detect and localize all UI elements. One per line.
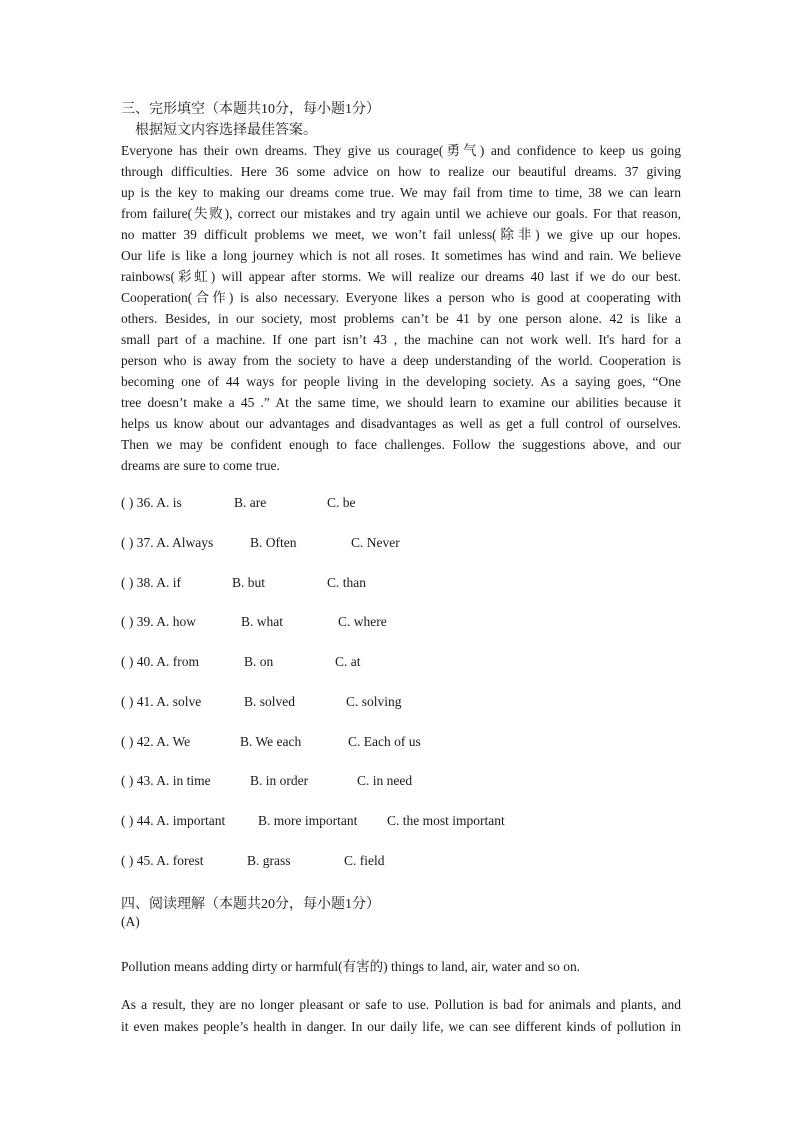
passage-line: no matter 39 difficult problems we meet, we won’t fail unless(除非) we give up our hopes. (121, 227, 681, 242)
question-stem: ( ) 37. A. Always (121, 535, 214, 550)
option-c: C. field (344, 853, 385, 868)
reading-paragraph-2 (121, 994, 681, 1038)
cloze-passage (121, 140, 681, 476)
option-b: B. We each (240, 734, 302, 749)
passage-line: tree doesn’t make a 45 .” At the same time, we should learn to examine our abilities because it (121, 395, 681, 410)
cloze-section-heading: 三、完形填空（本题共10分，每小题1分） (121, 102, 380, 117)
passage-line: others. Besides, in our society, most problems can’t be 41 by one person alone. 42 is like a (121, 311, 681, 326)
option-b: B. Often (250, 535, 297, 550)
option-b: B. but (232, 575, 266, 590)
passage-line: Everyone has their own dreams. They give us courage(勇气) and confidence to keep us going (121, 143, 681, 158)
question-stem: ( ) 42. A. We (121, 734, 191, 749)
option-c: C. Never (351, 535, 400, 550)
passage-line: dreams are sure to come true. (121, 458, 280, 473)
option-c: C. where (338, 614, 387, 629)
question-stem: ( ) 45. A. forest (121, 853, 204, 868)
passage-line: through difficulties. Here 36 some advice on how to realize our beautiful dreams. 37 giving (121, 164, 681, 179)
passage-line: person who is away from the society to have a deep understanding of the world. Cooperation is (121, 353, 681, 368)
paragraph-line: it even makes people’s health in danger. In our daily life, we can see different kinds of pollution in (121, 1019, 681, 1034)
passage-line: Our life is like a long journey which is not all roses. It sometimes has wind and rain. We believe (121, 248, 681, 263)
question-stem: ( ) 41. A. solve (121, 694, 202, 709)
question-stem: ( ) 40. A. from (121, 654, 199, 669)
paragraph-line: As a result, they are no longer pleasant or safe to use. Pollution is bad for animals and plants, and (121, 997, 681, 1012)
option-b: B. in order (250, 773, 309, 788)
option-c: C. the most important (387, 813, 505, 828)
reading-part-label: (A) (121, 914, 140, 929)
option-c: C. Each of us (348, 734, 421, 749)
passage-line: Then we may be confident enough to face challenges. Follow the suggestions above, and our (121, 437, 681, 452)
option-c: C. in need (357, 773, 413, 788)
option-c: C. than (327, 575, 366, 590)
question-stem: ( ) 36. A. is (121, 495, 182, 510)
option-b: B. what (241, 614, 283, 629)
question-stem: ( ) 44. A. important (121, 813, 226, 828)
option-b: B. solved (244, 694, 296, 709)
passage-line: becoming one of 44 ways for people living in the developing society. As a saying goes, “One (121, 374, 681, 389)
option-b: B. are (234, 495, 267, 510)
passage-line: helps us know about our advantages and disadvantages as well as get a full control of ourselves. (121, 416, 681, 431)
cloze-instruction: 根据短文内容选择最佳答案。 (135, 123, 317, 138)
option-b: B. more important (258, 813, 358, 828)
question-stem: ( ) 38. A. if (121, 575, 181, 590)
question-stem: ( ) 39. A. how (121, 614, 196, 629)
option-c: C. be (327, 495, 356, 510)
passage-line: from failure(失败), correct our mistakes and try again until we achieve our goals. For that reason, (121, 206, 681, 221)
passage-line: Cooperation(合作) is also necessary. Everyone likes a person who is good at cooperating with (121, 290, 681, 305)
option-b: B. on (244, 654, 274, 669)
passage-line: small part of a machine. If one part isn’t 43 , the machine can not work well. It's hard for a (121, 332, 681, 347)
question-stem: ( ) 43. A. in time (121, 773, 211, 788)
passage-line: up is the key to making our dreams come true. We may fail from time to time, 38 we can learn (121, 185, 681, 200)
reading-paragraph-1: Pollution means adding dirty or harmful(有害的) things to land, air, water and so on. (121, 959, 581, 974)
reading-section-heading: 四、阅读理解（本题共20分，每小题1分） (121, 897, 380, 912)
option-c: C. solving (346, 694, 402, 709)
option-c: C. at (335, 654, 361, 669)
option-b: B. grass (247, 853, 291, 868)
passage-line: rainbows(彩虹) will appear after storms. We will realize our dreams 40 last if we do our best. (121, 269, 681, 284)
